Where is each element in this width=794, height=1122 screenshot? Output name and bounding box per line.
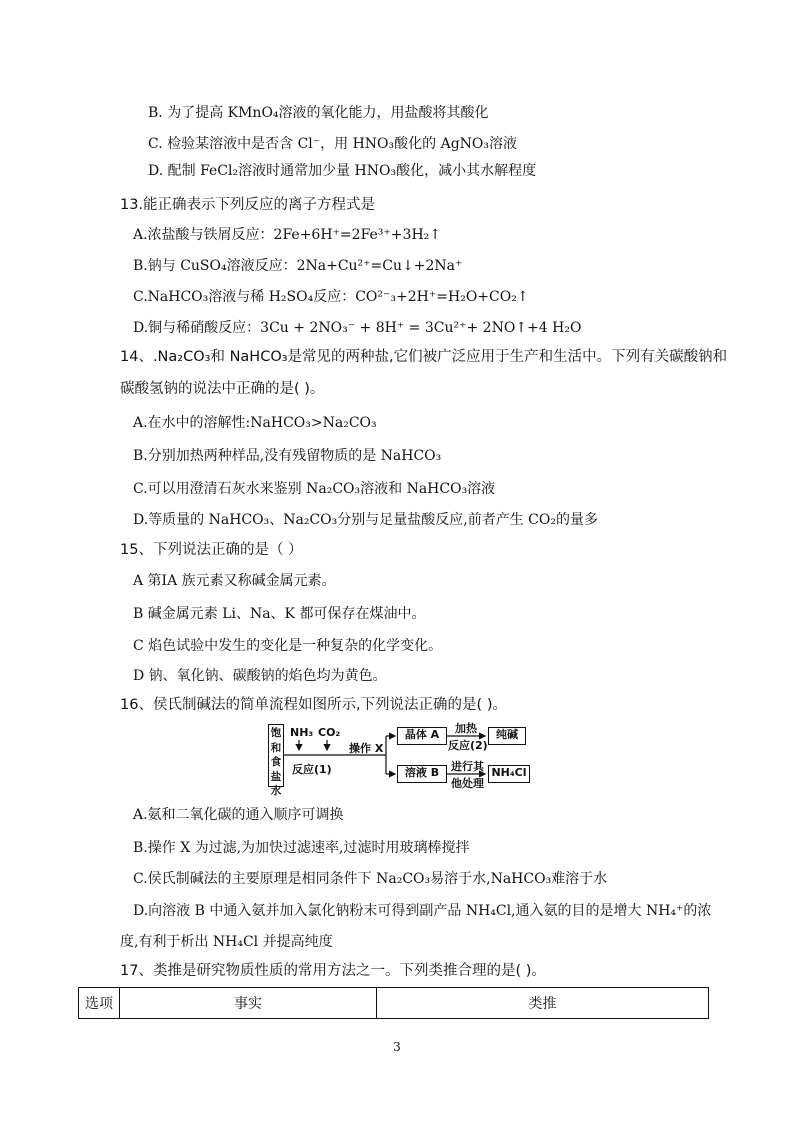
q14-option-d: D.等质量的 NaHCO₃、Na₂CO₃分别与足量盐酸反应,前者产生 CO₂的量多 [133,512,598,528]
q16-option-d-line2: 度,有利于析出 NH₄Cl 并提高纯度 [120,934,333,950]
nh4cl-box: NH₄Cl [488,765,530,783]
table-header-fact: 事实 [120,988,377,1019]
q16-option-b: B.操作 X 为过滤,为加快过滤速率,过滤时用玻璃棒搅拌 [133,840,470,856]
reaction2-label: 反应(2) [448,739,488,752]
reaction1-label: 反应(1) [292,763,332,776]
q15-option-d: D 钠、氧化钠、碳酸钠的焰色均为黄色。 [133,668,387,684]
q16-stem: 16、侯氏制碱法的简单流程如图所示,下列说法正确的是( )。 [120,697,507,713]
co2-label: CO₂ [318,726,341,739]
start-box: 饱和食盐水 [268,724,284,787]
solution-b-box: 溶液 B [397,765,447,783]
q13-option-c: C.NaHCO₃溶液与稀 H₂SO₄反应：CO²⁻₃+2H⁺=H₂O+CO₂↑ [133,289,529,305]
q13-option-b: B.钠与 CuSO₄溶液反应：2Na+Cu²⁺=Cu↓+2Na⁺ [133,258,463,274]
process-label-2: 他处理 [451,777,484,790]
q15-option-c: C 焰色试验中发生的变化是一种复杂的化学变化。 [133,638,443,654]
q15-option-a: A 第ⅠA 族元素又称碱金属元素。 [133,573,336,589]
q12-option-b: B. 为了提高 KMnO₄溶液的氧化能力，用盐酸将其酸化 [148,105,489,121]
q16-option-a: A.氨和二氧化碳的通入顺序可调换 [133,807,344,823]
q17-stem: 17、类推是研究物质性质的常用方法之一。下列类推合理的是( )。 [120,963,546,979]
table-header-row [79,988,709,1019]
q13-option-a: A.浓盐酸与铁屑反应：2Fe+6H⁺=2Fe³⁺+3H₂↑ [133,227,441,243]
hou-process-flowchart [268,722,538,797]
q14-stem-line1: 14、.Na₂CO₃和 NaHCO₃是常见的两种盐,它们被广泛应用于生产和生活中。下列有关碳酸钠和 [120,349,728,365]
q13-stem: 13.能正确表示下列反应的离子方程式是 [120,197,376,213]
q14-option-a: A.在水中的溶解性:NaHCO₃>Na₂CO₃ [133,415,377,431]
table-header-option: 选项 [79,988,120,1019]
q14-stem-line2: 碳酸氢钠的说法中正确的是( )。 [120,381,325,397]
q15-option-b: B 碱金属元素 Li、Na、K 都可保存在煤油中。 [133,606,426,622]
q15-stem: 15、下列说法正确的是（ ） [120,542,303,558]
soda-box: 纯碱 [488,727,526,745]
page-number: 3 [393,1040,401,1054]
q13-option-d: D.铜与稀硝酸反应：3Cu + 2NO₃⁻ + 8H⁺ = 3Cu²⁺+ 2NO↑+4 H₂O [133,320,582,336]
crystal-a-box: 晶体 A [397,727,447,745]
q14-option-b: B.分别加热两种样品,没有残留物质的是 NaHCO₃ [133,448,442,464]
op-x-label: 操作 X [349,742,384,755]
nh3-label: NH₃ [290,726,314,739]
process-label-1: 进行其 [451,760,484,773]
q16-option-d-line1: D.向溶液 B 中通入氨并加入氯化钠粉末可得到副产品 NH₄Cl,通入氨的目的是增大 NH₄⁺的浓 [133,903,712,919]
q12-option-c: C. 检验某溶液中是否含 Cl⁻，用 HNO₃酸化的 AgNO₃溶液 [148,136,518,152]
q12-option-d: D. 配制 FeCl₂溶液时通常加少量 HNO₃酸化，减小其水解程度 [148,163,537,179]
q17-table [78,987,709,1019]
q14-option-c: C.可以用澄清石灰水来鉴别 Na₂CO₃溶液和 NaHCO₃溶液 [133,481,496,497]
heat-label: 加热 [455,722,477,735]
table-header-analogy: 类推 [377,988,709,1019]
q16-option-c: C.侯氏制碱法的主要原理是相同条件下 Na₂CO₃易溶于水,NaHCO₃难溶于水 [133,871,608,887]
